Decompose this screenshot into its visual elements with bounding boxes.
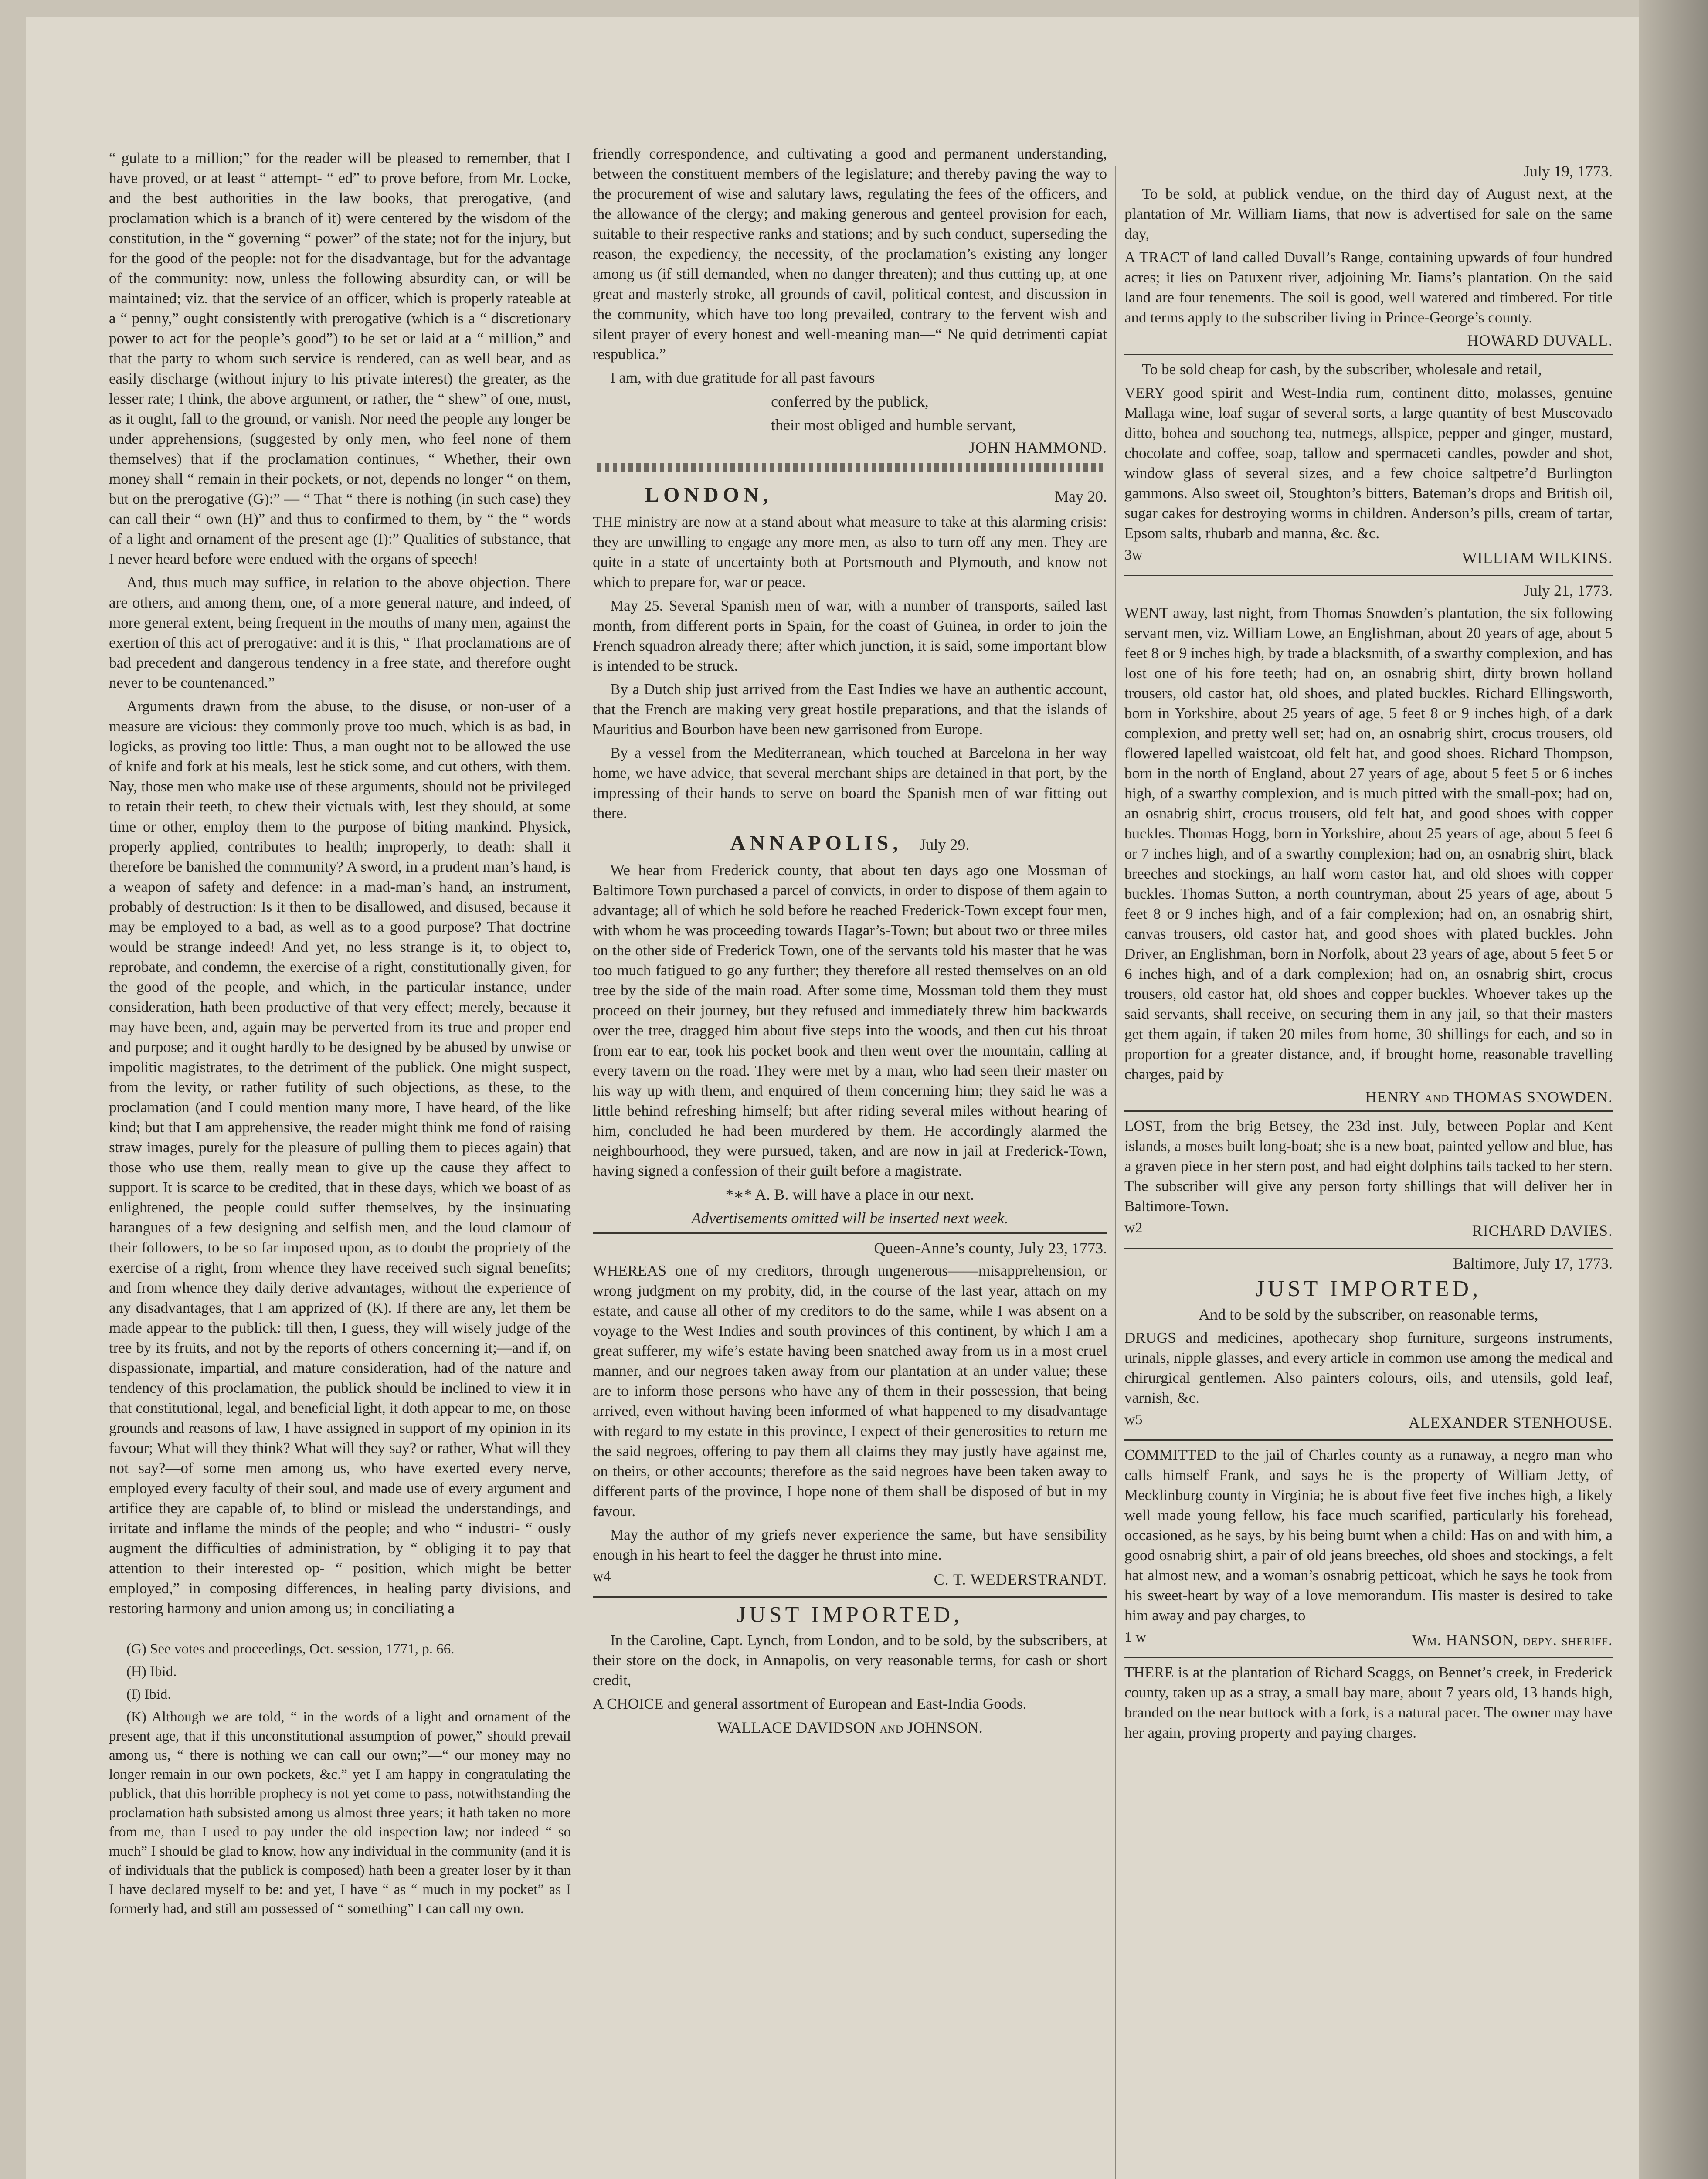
footnote: (I) Ibid. [126, 1687, 171, 1702]
advertisement: In the Caroline, Capt. Lynch, from London, and to be sold, by the subscribers, at their store on the dock, in Annapolis, on very reasonable terms, for cash or short credit, [593, 1632, 1107, 1689]
page-edge [1639, 0, 1708, 2179]
advertisement: COMMITTED to the jail of Charles county as a runaway, a negro man who calls himself Frank, and says he is the property of William Jetty, of Mecklinburg county in Virginia; he is about five feet five inches high, a likely well made young fellow, his face much scarified, particularly his forehead, occasioned, as he says, by his being burnt when a child: Has on and with him, a good osnabrig shirt, a pair of old jeans breeches, old shoes and stockings, a felt hat almost new, and a woman’s osnabrig petticoat, which he says he took from his sweet-heart by way of a love memorandum. His master is desired to take him away and pay charges, to [1124, 1446, 1613, 1624]
advertisement: DRUGS and medicines, apothecary shop furniture, surgeons instruments, urinals, nipple glasses, and every article in common use among the medical and chirurgical gentlemen. Also painters colours, oils, and utensils, gold leaf, varnish, &c. [1124, 1329, 1613, 1406]
column-1 [109, 148, 571, 2179]
advertisement: To be sold, at publick vendue, on the third day of August next, at the plantation of Mr. William Iiams, that now is advertised for sale on the same day, [1124, 185, 1613, 242]
divider [1124, 575, 1613, 576]
signature: ALEXANDER STENHOUSE. [1409, 1414, 1613, 1431]
divider [593, 1232, 1107, 1234]
ad-mark: w5 [1124, 1412, 1143, 1428]
ad-mark: 1 w [1124, 1629, 1147, 1645]
ad-mark: w4 [593, 1568, 611, 1585]
advertisement: A TRACT of land called Duvall’s Range, containing upwards of four hundred acres; it lies on Patuxent river, adjoining Mr. Iiams’s plantation. On the said land are four tenements. The soil is good, well watered and timbered. For title and terms apply to the subscriber living in Prince-George’s county. [1124, 249, 1613, 326]
paragraph: May 25. Several Spanish men of war, with a number of transports, sailed last month, from different ports in Spain, for the coast of Guinea, in order to join the French squadron already there; after which junction, it is said, some important blow is intended to be struck. [593, 597, 1107, 674]
paragraph: And, thus much may suffice, in relation to the above objection. There are others, and among them, one, of a more general nature, and indeed, of more general extent, being frequent in the mouths of many men, against the exertion of this act of prerogative: and it is this, “ That proclamations are of bad precedent and dangerous tendency in a free state, and therefore ought never to be countenanced.” [109, 574, 571, 691]
column-2 [593, 144, 1107, 2179]
signature: Wm. HANSON, depy. sheriff. [1412, 1631, 1613, 1649]
ornament-divider [597, 463, 1103, 472]
advertisement: THERE is at the plantation of Richard Scaggs, on Bennet’s creek, in Frederick county, taken up as a stray, a small bay mare, about 7 years old, 13 hands high, branded on the near buttock with a fork, is a natural pacer. The owner may have her again, proving property and paying charges. [1124, 1664, 1613, 1741]
editor-note: *∗* A. B. will have a place in our next. [725, 1186, 975, 1203]
advertisement: LOST, from the brig Betsey, the 23d inst. July, between Poplar and Kent islands, a moses built long-boat; she is a new boat, painted yellow and blue, has a graven piece in her stern post, and had eight dolphins tails tacked to her stern. The subscriber will give any person forty shillings that will deliver her in Baltimore-Town. [1124, 1117, 1613, 1215]
signature: HENRY and THOMAS SNOWDEN. [1365, 1088, 1613, 1106]
paragraph: friendly correspondence, and cultivating a good and permanent understanding, between the constituent members of the legislature; and thereby paving the way to the procurement of wise and salutary laws, regulating the fees of the officers, and the allowance of the clergy; and making generous and genteel provision for each, suitable to their respective ranks and stations; and by such conduct, superseding the reason, the expediency, the necessity, of the proclamation’s existing any longer among us (if still demanded, when no danger threaten); and thus cutting up, at one great and masterly stroke, all grounds of cavil, political contest, and discussion in the community, which have too long prevailed, contrary to the fervent wish and silent prayer of every honest and well-meaning man—“ Ne quid detrimenti capiat respublica.” [593, 145, 1107, 363]
ad-heading: JUST IMPORTED, [737, 1602, 963, 1627]
divider [593, 1596, 1107, 1598]
divider [1124, 1439, 1613, 1441]
paragraph: Arguments drawn from the abuse, to the disuse, or non-user of a measure are vicious: they commonly prove too much, which is as bad, in logicks, as proving too little: Thus, a man ought not to be allowed the use of knife and fork at his meals, lest he stick some, and cut others, with them. Nay, those men who make use of these arguments, should not be privileged to retain their teeth, to chew their victuals with, lest they should, at some time or other, employ them to the purpose of biting mankind. Physick, properly applied, contributes to health; improperly, to death: shall it therefore be banished the community? A sword, in a prudent man’s hand, is a weapon of safety and defence: in a mad-man’s hand, an instrument, probably of destruction: Is it then to be disallowed, and disused, because it may be employed to a bad, as well as to a good purpose? That doctrine would be strange indeed! And yet, no less strange is it, to object to, reprobate, and condemn, the exercise of a right, constitutionally given, for the good of the people, and which, in the particular instance, under consideration, hath been productive of that very effect; merely, because it may have been, and, again may be perverted from its true and proper end and purpose; and it ought hardly to be designed by be abused by unwise or impolitic magistrates, to the detriment of the publick. One might suspect, from the levity, or rather futility of such objections, as these, to the proclamation (and I could mention many more, I have heard, of the like kind; but that I am apprehensive, the reader might think me fond of raising straw images, purely for the pleasure of pulling them to pieces again) that those who use them, really mean to give up the cause they affect to support. It is scarce to be credited, that in these days, which we boast of as enlightened, the people could suffer themselves, by the insinuating harangues of a few designing and selfish men, and the loud clamour of their followers, to be so far imposed upon, as to doubt the propriety of the exercise of a right, from whence they have received such signal benefits; and from whence they daily derive advantages, without the experience of any disadvantages, that I am apprized of (K). If there are any, let them be made appear to the publick: till then, I guess, they will wisely judge of the tree by its fruits, and not by the reports of others concerning it;—and if, on dispassionate, impartial, and mature consideration, had of the nature and tendency of this proclamation, the publick should be inclined to view it in that constitutional, legal, and beneficial light, it doth appear to me, on those grounds and reasons of law, I have assigned in support of my opinion in its favour; What will they think? What will they say? or rather, What will they not say?—of some men among us, who have exerted every nerve, employed every faculty of their soul, and made use of every argument and artifice they are capable of, to blind or mislead the understandings, and irritate and inflame the minds of the people; and who “ industri- “ ously augment the difficulties of administration, by “ obliging it to pay that attention to their interested op- “ position, which might be better employed,” in composing differences, in healing party divisions, and restoring harmony and union among us; in conciliating a [109, 698, 571, 1617]
signature: C. T. WEDERSTRANDT. [934, 1571, 1107, 1588]
signature: RICHARD DAVIES. [1472, 1222, 1613, 1239]
advertisement: WENT away, last night, from Thomas Snowden’s plantation, the six following servant men, viz. William Lowe, an Englishman, about 20 years of age, about 5 feet 8 or 9 inches high, by trade a blacksmith, of a swarthy complexion, and has lost one of his fore teeth; had on, an osnabrig shirt, dirty brown holland trousers, old castor hat, old shoes, and plated buckles. Richard Ellingsworth, born in Yorkshire, about 25 years of age, 5 feet 8 or 9 inches high, of a dark complexion, and pretty well set; had on, an osnabrig shirt, crocus trousers, old flowered lapelled waistcoat, old felt hat, and good shoes. Richard Thompson, born in the north of England, about 27 years of age, about 5 feet 5 or 6 inches high, of a swarthy complexion, and is much pitted with the small-pox; had on, an osnabrig shirt, crocus trousers, old felt hat, and good shoes with copper buckles. Thomas Hogg, born in Yorkshire, about 25 years of age, about 5 feet 6 or 7 inches high, and of a swarthy complexion; had on, an osnabrig shirt, black breeches and stockings, an half worn castor hat, and old shoes with copper buckles. Thomas Sutton, a north countryman, about 25 years of age, about 5 feet 8 or 9 inches high, and of a fair complexion; had on, an osnabrig shirt, canvas trousers, old castor hat, and good shoes with plated buckles. John Driver, an Englishman, born in Norfolk, about 23 years of age, about 5 feet 5 or 6 inches high, and of a dark complexion; had on, an osnabrig shirt, crocus trousers, old castor hat, old shoes and copper buckles. Whoever takes up the said servants, shall receive, on securing them in any jail, so that their masters get them again, if taken 20 miles from home, 30 shillings for each, and so in proportion for a greater distance, and, if brought home, reasonable travelling charges, paid by [1124, 604, 1613, 1083]
ad-date: July 21, 1773. [1523, 582, 1613, 599]
divider [1124, 1248, 1613, 1249]
ad-heading: JUST IMPORTED, [1255, 1276, 1482, 1301]
advertisement: WHEREAS one of my creditors, through ungenerous——misapprehension, or wrong judgment on my probity, did, in the course of the last year, attach on my estate, and cause all other of my creditors to do the same, while I was absent on a voyage to the West Indies and south provinces of this continent, by which I am a great sufferer, my wife’s estate having been snatched away from us in a most cruel manner, and our negroes taken away from our plantation at an under value; these are to inform those persons who have any of them in their possession, that being arrived, even without having been informed of what happened to my disadvantage with regard to my estate in this province, I expect of their generosities to return me the said negroes, offering to pay them all claims they may justly have against me, on theirs, or other accounts; therefore as the said negroes have been taken away to different parts of the province, I hope none of them shall be disposed of but in my favour. [593, 1262, 1107, 1520]
paragraph: We hear from Frederick county, that about ten days ago one Mossman of Baltimore Town purchased a parcel of convicts, in order to dispose of them again to advantage; all of which he sold before he reached Frederick-Town except four men, with whom he was proceeding towards Hagar’s-Town; but about two or three miles on the other side of Frederick Town, one of the servants told his master that he was too much fatigued to go any further; they therefore all rested themselves on an old tree by the side of the main road. After some time, Mossman told them they must proceed on their journey, but they refused and immediately threw him backwards over the tree, dragged him about five steps into the woods, and then cut his throat from ear to ear, took his pocket book and then went over the mountain, calling at every tavern on the road. They were met by a man, who had seen their master on his way up with them, and enquired of them concerning him; they said he was a little behind refreshing himself; but after riding several miles without hearing of him, concluded he had been murdered by them. He accordingly alarmed the neighbourhood, they were pursued, taken, and are now in jail at Frederick-Town, having signed a confession of their guilt before a magistrate. [593, 862, 1107, 1179]
advertisement: A CHOICE and general assortment of European and East-India Goods. [593, 1695, 1027, 1712]
footnote: (H) Ibid. [126, 1664, 177, 1680]
signature-line: their most obliged and humble servant, [771, 416, 1016, 434]
advertisement: And to be sold by the subscriber, on reasonable terms, [1199, 1306, 1538, 1323]
column-3 [1124, 161, 1613, 2179]
footnote: (K) Although we are told, “ in the words of a light and ornament of the present age, that if this unconstitutional assumption of power,” should prevail among us, “ there is nothing we can call our own;”—“ our money may no longer remain in our own pockets, &c.” yet I am happy in congratulating the publick, that this horrible prophecy is not yet come to pass, notwithstanding the proclamation hath subsisted among us almost three years; it hath taken no more from me, than I used to pay under the old inspection law; nor indeed “ so much” I should be glad to know, how any individual in the community (and it is of individuals that the publick is composed) hath been a greater loser by it than I have declared myself to be: and yet, I have “ as “ much in my pocket” as I formerly had, and still am possessed of “ something” I can call my own. [109, 1709, 571, 1917]
dateline-date: July 29. [920, 836, 970, 853]
signature: HOWARD DUVALL. [1467, 332, 1613, 349]
dateline-heading: LONDON, [645, 483, 773, 506]
divider [1124, 354, 1613, 355]
editor-note: Advertisements omitted will be inserted next week. [691, 1209, 1009, 1227]
dateline-heading: ANNAPOLIS, [730, 832, 903, 855]
ad-date: Baltimore, July 17, 1773. [1453, 1255, 1613, 1272]
divider [1124, 1657, 1613, 1658]
signature: WILLIAM WILKINS. [1462, 549, 1613, 567]
ad-date: July 19, 1773. [1523, 163, 1613, 180]
advertisement: To be sold cheap for cash, by the subscriber, wholesale and retail, [1142, 361, 1542, 378]
ad-mark: w2 [1124, 1220, 1143, 1236]
dateline-date: May 20. [1055, 488, 1107, 505]
paragraph: “ gulate to a million;” for the reader will be pleased to remember, that I have proved, or at least “ attempt- “ ed” to prove before, from Mr. Locke, and the best authorities in the law books, that prerogative, (and proclamation which is a branch of it) were centered by the wisdom of the constitution, in the “ governing “ power” of the state; not for the injury, but for the good of the people: not for the disadvantage, but for the advantage of the community: now, unless the following absurdity can, or will be maintained; viz. that the service of an officer, which is properly rateable at a “ penny,” ought consistently with prerogative (which is a “ discretionary power to act for the people’s good”) to be set or laid at a “ million,” and that the party to whom such service is rendered, can as well bear, and as easily discharge (without injury to his private interest) the greater, as the lesser rate; I think, the above argument, or rather, the “ shew” of one, must, as it ought, fall to the ground, or vanish. Nor need the people any longer be under apprehensions, (suggested by only men, who feel none of them themselves) that if the proclamation continues, “ Whether, their own money shall “ remain in their pockets, or not, depends no longer “ on them, but on the prerogative (G):” — “ That “ there is nothing (in such case) they can call their “ own (H)” and thus to confirmed to them, by “ the “ words of a light and ornament of the present age (I):” Qualities of substance, that I never heard before were endued with the organs of speech! [109, 149, 571, 567]
footnote: (G) See votes and proceedings, Oct. session, 1771, p. 66. [126, 1641, 455, 1657]
ad-date: Queen-Anne’s county, July 23, 1773. [874, 1239, 1107, 1257]
paragraph: By a vessel from the Mediterranean, which touched at Barcelona in her way home, we have advice, that several merchant ships are detained in that port, by the impressing of their hands to serve on board the Spanish men of war fitting out there. [593, 744, 1107, 821]
paragraph: THE ministry are now at a stand about what measure to take at this alarming crisis: they are unwilling to engage any more men, as also to turn off any men. They are quite in a state of uncertainty both at Portsmouth and Plymouth, and know not which to prepare for, war or peace. [593, 513, 1107, 591]
signature-line: conferred by the publick, [771, 393, 929, 410]
signature-line: I am, with due gratitude for all past favours [610, 369, 875, 386]
advertisement: VERY good spirit and West-India rum, continent ditto, molasses, genuine Mallaga wine, loaf sugar of several sorts, a large quantity of best Muscovado ditto, bohea and souchong tea, nutmegs, allspice, pepper and ginger, mustard, chocolate and coffee, soap, tallow and spermaceti candles, powder and shot, window glass of several sizes, and a few choice saltpetre’d Burlington gammons. Also sweet oil, Stoughton’s bitters, Bateman’s drops and British oil, sugar cakes for destroying worms in children. Anderson’s pills, cream of tartar, Epsom salts, rhubarb and manna, &c. &c. [1124, 384, 1613, 542]
paragraph: By a Dutch ship just arrived from the East Indies we have an authentic account, that the French are making very great hostile preparations, and that the islands of Mauritius and Bourbon have been new garrisoned from Europe. [593, 681, 1107, 738]
newspaper-page [26, 17, 1639, 2179]
ad-mark: 3w [1124, 547, 1143, 563]
column-rule [1115, 166, 1116, 2179]
signature: JOHN HAMMOND. [968, 439, 1107, 456]
signature: WALLACE DAVIDSON and JOHNSON. [717, 1719, 983, 1736]
divider [1124, 1110, 1613, 1112]
advertisement: May the author of my griefs never experience the same, but have sensibility enough in his heart to feel the dagger he thrust into mine. [593, 1526, 1107, 1563]
